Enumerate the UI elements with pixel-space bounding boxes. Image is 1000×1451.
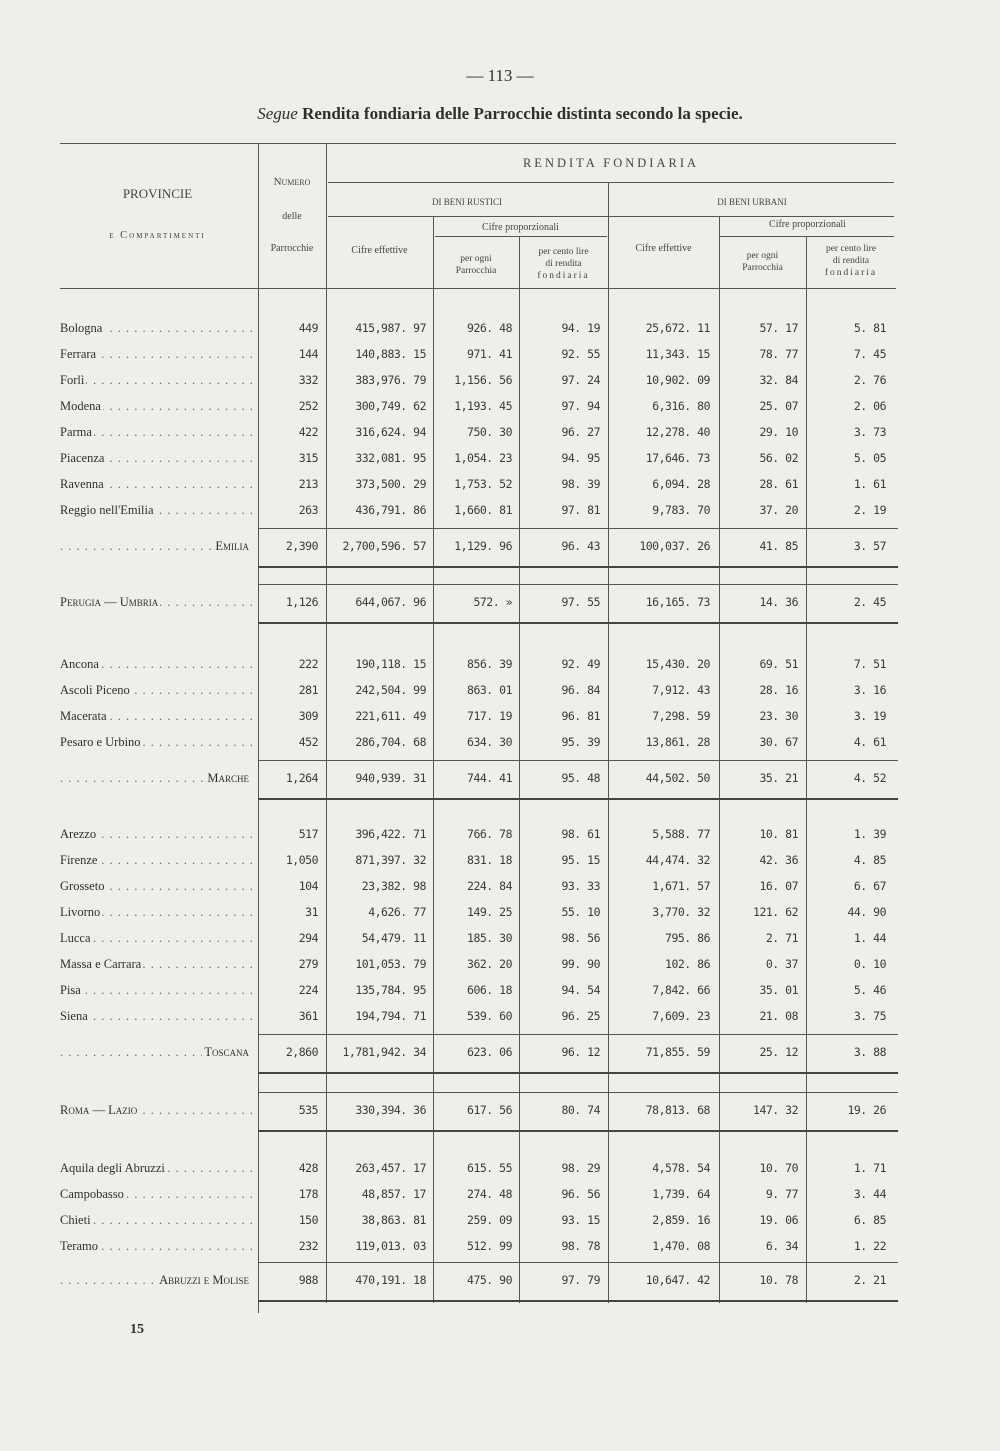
cell-rp: 926. 48: [467, 321, 512, 335]
cell-uc: 1. 22: [853, 1239, 886, 1253]
cell-uc: 6. 67: [853, 879, 886, 893]
cell-rp: 615. 55: [467, 1161, 512, 1175]
cell-uc: 44. 90: [847, 905, 886, 919]
province-name: Piacenza: [60, 451, 105, 465]
total-rule: [258, 584, 898, 585]
header-per-ogni-urbani: [719, 250, 806, 274]
cell-ue: 1,671. 57: [652, 879, 710, 893]
cell-n: 224: [298, 983, 318, 997]
province-name: Lucca: [60, 931, 91, 945]
cell-ue: 78,813. 68: [645, 1103, 710, 1117]
province-name: Emilia: [213, 539, 255, 553]
cell-rp: 539. 60: [467, 1009, 512, 1023]
province-name: Modena: [60, 399, 101, 413]
province-name: Massa e Carrara: [60, 957, 142, 971]
cell-re: 286,704. 68: [355, 735, 426, 749]
cell-rc: 98. 78: [561, 1239, 600, 1253]
cell-uc: 19. 26: [847, 1103, 886, 1117]
header-cifre-effettive-urbani: Cifre effettive: [635, 243, 692, 254]
cell-up: 14. 36: [759, 595, 798, 609]
cell-uc: 2. 21: [853, 1273, 886, 1287]
province-name: Pesaro e Urbino: [60, 735, 141, 749]
cell-uc: 3. 16: [853, 683, 886, 697]
cell-re: 54,479. 11: [361, 931, 426, 945]
group-separator: [258, 1300, 898, 1302]
cell-n: 2,860: [285, 1045, 318, 1059]
header-per-cento-line2: di rendita: [832, 256, 870, 266]
province-name: Arezzo: [60, 827, 97, 841]
cell-up: 29. 10: [759, 425, 798, 439]
header-per-cento-line1: per cento lire: [538, 247, 589, 257]
cell-up: 56. 02: [759, 451, 798, 465]
cell-n: 178: [298, 1187, 318, 1201]
cell-n: 281: [298, 683, 318, 697]
cell-re: 48,857. 17: [361, 1187, 426, 1201]
cell-rp: 856. 39: [467, 657, 512, 671]
cell-uc: 2. 19: [853, 503, 886, 517]
header-cifre-proporzionali-urbani: Cifre proporzionali: [769, 219, 846, 230]
cell-ue: 11,343. 15: [645, 347, 710, 361]
cell-rc: 97. 79: [561, 1273, 600, 1287]
province-name: Campobasso: [60, 1187, 124, 1201]
row-label: [60, 1044, 255, 1060]
province-name: Toscana: [202, 1045, 255, 1059]
cell-uc: 5. 81: [853, 321, 886, 335]
header-compartimenti: e Compartimenti: [109, 230, 206, 241]
header-per-cento-line2: di rendita: [545, 259, 582, 269]
cell-rc: 98. 29: [561, 1161, 600, 1175]
cell-re: 940,939. 31: [355, 771, 426, 785]
province-name: Aquila degli Abruzzi: [60, 1161, 165, 1175]
province-name: Siena: [60, 1009, 88, 1023]
header-bottom-rule: [60, 288, 896, 289]
cell-re: 263,457. 17: [355, 1161, 426, 1175]
cell-rp: 744. 41: [467, 771, 512, 785]
cell-ue: 10,902. 09: [645, 373, 710, 387]
cell-ue: 1,470. 08: [652, 1239, 710, 1253]
cell-rc: 95. 15: [561, 853, 600, 867]
cell-uc: 2. 45: [853, 595, 886, 609]
cell-up: 30. 67: [759, 735, 798, 749]
cell-n: 332: [298, 373, 318, 387]
cell-ue: 3,770. 32: [652, 905, 710, 919]
cell-rp: 634. 30: [467, 735, 512, 749]
province-name: Firenze: [60, 853, 98, 867]
cell-rc: 96. 81: [561, 709, 600, 723]
cell-uc: 3. 57: [853, 539, 886, 553]
cell-n: 988: [298, 1273, 318, 1287]
title-prefix: Segue: [257, 104, 298, 123]
cell-rc: 97. 55: [561, 595, 600, 609]
cell-re: 871,397. 32: [355, 853, 426, 867]
header-per-cento-line1: per cento lire: [825, 244, 877, 254]
cell-rc: 98. 61: [561, 827, 600, 841]
cell-rp: 863. 01: [467, 683, 512, 697]
cell-rp: 475. 90: [467, 1273, 512, 1287]
cell-n: 263: [298, 503, 318, 517]
province-name: Marche: [205, 771, 255, 785]
rendita-underline: [328, 182, 894, 183]
province-name: Chieti: [60, 1213, 91, 1227]
header-parrocchia-line: Parrocchia: [742, 263, 783, 273]
cell-n: 517: [298, 827, 318, 841]
province-name: Abruzzi e Molise: [157, 1273, 255, 1287]
cell-rc: 93. 15: [561, 1213, 600, 1227]
cell-rp: 572. »: [473, 595, 512, 609]
cell-rc: 97. 81: [561, 503, 600, 517]
cell-rc: 92. 49: [561, 657, 600, 671]
cell-ue: 44,502. 50: [645, 771, 710, 785]
cell-n: 1,126: [285, 595, 318, 609]
cell-ue: 71,855. 59: [645, 1045, 710, 1059]
cell-ue: 7,298. 59: [652, 709, 710, 723]
cell-rc: 95. 48: [561, 771, 600, 785]
total-rule: [258, 760, 898, 761]
cell-ue: 13,861. 28: [645, 735, 710, 749]
cell-n: 104: [298, 879, 318, 893]
cell-ue: 100,037. 26: [639, 539, 710, 553]
province-name: Ferrara: [60, 347, 97, 361]
header-rendita-fondiaria: RENDITA FONDIARIA: [522, 156, 700, 170]
cell-n: 1,050: [285, 853, 318, 867]
title-main: Rendita fondiaria delle Parrocchie distinta secondo la specie.: [302, 104, 743, 123]
cell-rp: 259. 09: [467, 1213, 512, 1227]
province-name: Pisa: [60, 983, 81, 997]
cell-uc: 0. 10: [853, 957, 886, 971]
cell-rc: 94. 54: [561, 983, 600, 997]
cell-re: 2,700,596. 57: [342, 539, 426, 553]
header-per-cento-rustici: [519, 246, 608, 282]
header-delle: delle: [282, 211, 302, 222]
cell-uc: 5. 05: [853, 451, 886, 465]
header-parrocchia-line: Parrocchia: [455, 266, 497, 276]
cell-up: 16. 07: [759, 879, 798, 893]
cell-ue: 10,647. 42: [645, 1273, 710, 1287]
cell-re: 316,624. 94: [355, 425, 426, 439]
cell-uc: 2. 06: [853, 399, 886, 413]
header-beni-rustici: DI BENI RUSTICI: [432, 197, 502, 207]
cell-ue: 6,094. 28: [652, 477, 710, 491]
province-name: Parma: [60, 425, 92, 439]
cell-rc: 92. 55: [561, 347, 600, 361]
header-cifre-effettive-rustici: Cifre effettive: [351, 245, 408, 256]
group-separator: [258, 798, 898, 800]
cell-up: 37. 20: [759, 503, 798, 517]
cell-up: 32. 84: [759, 373, 798, 387]
cell-up: 21. 08: [759, 1009, 798, 1023]
cell-rc: 98. 39: [561, 477, 600, 491]
cell-up: 41. 85: [759, 539, 798, 553]
cell-n: 232: [298, 1239, 318, 1253]
cell-rp: 224. 84: [467, 879, 512, 893]
header-per-ogni-line: per ogni: [460, 254, 492, 264]
cell-uc: 3. 19: [853, 709, 886, 723]
cell-rc: 93. 33: [561, 879, 600, 893]
cell-rc: 94. 19: [561, 321, 600, 335]
cell-rp: 512. 99: [467, 1239, 512, 1253]
province-name: Reggio nell'Emilia: [60, 503, 154, 517]
province-name: Livorno: [60, 905, 101, 919]
cell-rc: 96. 25: [561, 1009, 600, 1023]
cell-ue: 16,165. 73: [645, 595, 710, 609]
header-per-cento-line3: fondiaria: [537, 271, 590, 281]
cell-up: 23. 30: [759, 709, 798, 723]
province-name: Teramo: [60, 1239, 98, 1253]
cell-rc: 80. 74: [561, 1103, 600, 1117]
cell-ue: 795. 86: [665, 931, 710, 945]
header-parrocchie: Parrocchie: [270, 243, 314, 254]
cell-ue: 5,588. 77: [652, 827, 710, 841]
cell-n: 1,264: [285, 771, 318, 785]
cell-uc: 7. 45: [853, 347, 886, 361]
province-name: Ravenna: [60, 477, 104, 491]
cell-rp: 149. 25: [467, 905, 512, 919]
cell-n: 252: [298, 399, 318, 413]
cell-ue: 17,646. 73: [645, 451, 710, 465]
header-beni-urbani: DI BENI URBANI: [717, 197, 787, 207]
cell-n: 309: [298, 709, 318, 723]
cell-up: 35. 21: [759, 771, 798, 785]
cell-up: 9. 77: [765, 1187, 798, 1201]
cell-rp: 1,753. 52: [454, 477, 512, 491]
cell-ue: 9,783. 70: [652, 503, 710, 517]
cell-n: 449: [298, 321, 318, 335]
cell-re: 190,118. 15: [355, 657, 426, 671]
cell-re: 383,976. 79: [355, 373, 426, 387]
cell-rc: 96. 12: [561, 1045, 600, 1059]
cell-up: 35. 01: [759, 983, 798, 997]
cell-rp: 617. 56: [467, 1103, 512, 1117]
cifre-underline-urbani: [720, 236, 894, 237]
cell-re: 4,626. 77: [368, 905, 426, 919]
table-top-rule: [60, 143, 896, 144]
total-rule: [258, 1262, 898, 1263]
cell-n: 213: [298, 477, 318, 491]
cell-rp: 971. 41: [467, 347, 512, 361]
cell-up: 69. 51: [759, 657, 798, 671]
group-separator: [258, 566, 898, 568]
cell-rp: 1,156. 56: [454, 373, 512, 387]
cell-up: 57. 17: [759, 321, 798, 335]
cell-ue: 12,278. 40: [645, 425, 710, 439]
cell-rc: 96. 84: [561, 683, 600, 697]
cell-rp: 1,054. 23: [454, 451, 512, 465]
cell-n: 422: [298, 425, 318, 439]
cell-rp: 1,660. 81: [454, 503, 512, 517]
cell-rc: 55. 10: [561, 905, 600, 919]
cell-re: 135,784. 95: [355, 983, 426, 997]
cell-re: 415,987. 97: [355, 321, 426, 335]
cell-uc: 2. 76: [853, 373, 886, 387]
cell-up: 10. 70: [759, 1161, 798, 1175]
total-rule: [258, 1034, 898, 1035]
row-label: [60, 538, 255, 554]
cell-uc: 4. 52: [853, 771, 886, 785]
cell-ue: 6,316. 80: [652, 399, 710, 413]
cell-rc: 99. 90: [561, 957, 600, 971]
cell-rp: 750. 30: [467, 425, 512, 439]
header-per-cento-urbani: [806, 243, 896, 279]
cell-rc: 98. 56: [561, 931, 600, 945]
cell-rp: 1,193. 45: [454, 399, 512, 413]
cell-re: 23,382. 98: [361, 879, 426, 893]
cell-rp: 717. 19: [467, 709, 512, 723]
cell-uc: 3. 75: [853, 1009, 886, 1023]
group-separator: [258, 622, 898, 624]
cell-n: 222: [298, 657, 318, 671]
cell-uc: 3. 88: [853, 1045, 886, 1059]
cell-re: 221,611. 49: [355, 709, 426, 723]
cell-uc: 3. 44: [853, 1187, 886, 1201]
cell-up: 10. 78: [759, 1273, 798, 1287]
cell-n: 294: [298, 931, 318, 945]
province-name: Roma — Lazio: [60, 1103, 138, 1117]
header-cifre-proporzionali-rustici: Cifre proporzionali: [482, 222, 559, 233]
total-rule: [258, 1092, 898, 1093]
cell-rc: 97. 94: [561, 399, 600, 413]
cell-rp: 623. 06: [467, 1045, 512, 1059]
cell-up: 147. 32: [753, 1103, 798, 1117]
cell-re: 300,749. 62: [355, 399, 426, 413]
province-name: Bologna: [60, 321, 103, 335]
cell-up: 28. 61: [759, 477, 798, 491]
province-name: Perugia — Umbria: [60, 595, 159, 609]
cell-rp: 1,129. 96: [454, 539, 512, 553]
cell-re: 1,781,942. 34: [342, 1045, 426, 1059]
cell-rc: 96. 43: [561, 539, 600, 553]
cell-uc: 1. 61: [853, 477, 886, 491]
footer-page-number: 15: [130, 1322, 144, 1337]
cell-rp: 362. 20: [467, 957, 512, 971]
cell-rc: 96. 27: [561, 425, 600, 439]
cell-up: 25. 12: [759, 1045, 798, 1059]
total-rule: [258, 528, 898, 529]
province-name: Forlì: [60, 373, 85, 387]
cell-ue: 7,842. 66: [652, 983, 710, 997]
cell-rp: 274. 48: [467, 1187, 512, 1201]
cell-uc: 1. 39: [853, 827, 886, 841]
cell-uc: 4. 61: [853, 735, 886, 749]
cell-n: 361: [298, 1009, 318, 1023]
cell-re: 330,394. 36: [355, 1103, 426, 1117]
cell-re: 194,794. 71: [355, 1009, 426, 1023]
header-provincie: PROVINCIE: [122, 186, 193, 201]
cell-re: 644,067. 96: [355, 595, 426, 609]
cell-n: 452: [298, 735, 318, 749]
cell-ue: 25,672. 11: [645, 321, 710, 335]
cell-up: 28. 16: [759, 683, 798, 697]
cell-uc: 6. 85: [853, 1213, 886, 1227]
subgroup-underline: [328, 216, 894, 217]
header-numero: Numero: [273, 176, 311, 188]
cell-n: 31: [305, 905, 318, 919]
cell-re: 332,081. 95: [355, 451, 426, 465]
row-label: [60, 770, 255, 786]
header-per-ogni-rustici: [433, 253, 519, 277]
header-per-ogni-line: per ogni: [746, 251, 779, 261]
cell-n: 428: [298, 1161, 318, 1175]
cell-uc: 1. 71: [853, 1161, 886, 1175]
cell-n: 144: [298, 347, 318, 361]
cell-rc: 97. 24: [561, 373, 600, 387]
cell-ue: 44,474. 32: [645, 853, 710, 867]
cell-rc: 95. 39: [561, 735, 600, 749]
cell-n: 315: [298, 451, 318, 465]
header-per-cento-line3: fondiaria: [824, 268, 878, 278]
page-number: — 113 —: [466, 66, 534, 85]
cell-n: 150: [298, 1213, 318, 1227]
province-name: Macerata: [60, 709, 107, 723]
cell-n: 535: [298, 1103, 318, 1117]
cifre-underline-rustici: [435, 236, 607, 237]
cell-ue: 7,912. 43: [652, 683, 710, 697]
cell-uc: 7. 51: [853, 657, 886, 671]
cell-rc: 96. 56: [561, 1187, 600, 1201]
cell-re: 242,504. 99: [355, 683, 426, 697]
cell-up: 121. 62: [753, 905, 798, 919]
cell-re: 140,883. 15: [355, 347, 426, 361]
cell-up: 78. 77: [759, 347, 798, 361]
cell-n: 2,390: [285, 539, 318, 553]
cell-ue: 1,739. 64: [652, 1187, 710, 1201]
cell-re: 436,791. 86: [355, 503, 426, 517]
cell-up: 0. 37: [765, 957, 798, 971]
province-name: Grosseto: [60, 879, 105, 893]
cell-re: 38,863. 81: [361, 1213, 426, 1227]
cell-uc: 5. 46: [853, 983, 886, 997]
cell-up: 6. 34: [765, 1239, 798, 1253]
cell-up: 25. 07: [759, 399, 798, 413]
group-separator: [258, 1130, 898, 1132]
cell-re: 396,422. 71: [355, 827, 426, 841]
cell-up: 19. 06: [759, 1213, 798, 1227]
col-divider-1: [258, 143, 259, 1313]
cell-re: 373,500. 29: [355, 477, 426, 491]
cell-re: 101,053. 79: [355, 957, 426, 971]
cell-rp: 606. 18: [467, 983, 512, 997]
cell-re: 470,191. 18: [355, 1273, 426, 1287]
cell-rc: 94. 95: [561, 451, 600, 465]
cell-n: 279: [298, 957, 318, 971]
cell-ue: 15,430. 20: [645, 657, 710, 671]
province-name: Ancona: [60, 657, 99, 671]
cell-ue: 102. 86: [665, 957, 710, 971]
province-name: Ascoli Piceno: [60, 683, 130, 697]
cell-up: 2. 71: [765, 931, 798, 945]
cell-rp: 766. 78: [467, 827, 512, 841]
cell-uc: 1. 44: [853, 931, 886, 945]
group-separator: [258, 1072, 898, 1074]
row-label: [60, 1272, 255, 1288]
cell-up: 10. 81: [759, 827, 798, 841]
cell-up: 42. 36: [759, 853, 798, 867]
page-title: [0, 104, 1000, 124]
cell-uc: 3. 73: [853, 425, 886, 439]
cell-ue: 4,578. 54: [652, 1161, 710, 1175]
cell-rp: 831. 18: [467, 853, 512, 867]
cell-rp: 185. 30: [467, 931, 512, 945]
cell-ue: 7,609. 23: [652, 1009, 710, 1023]
cell-uc: 4. 85: [853, 853, 886, 867]
cell-re: 119,013. 03: [355, 1239, 426, 1253]
cell-ue: 2,859. 16: [652, 1213, 710, 1227]
